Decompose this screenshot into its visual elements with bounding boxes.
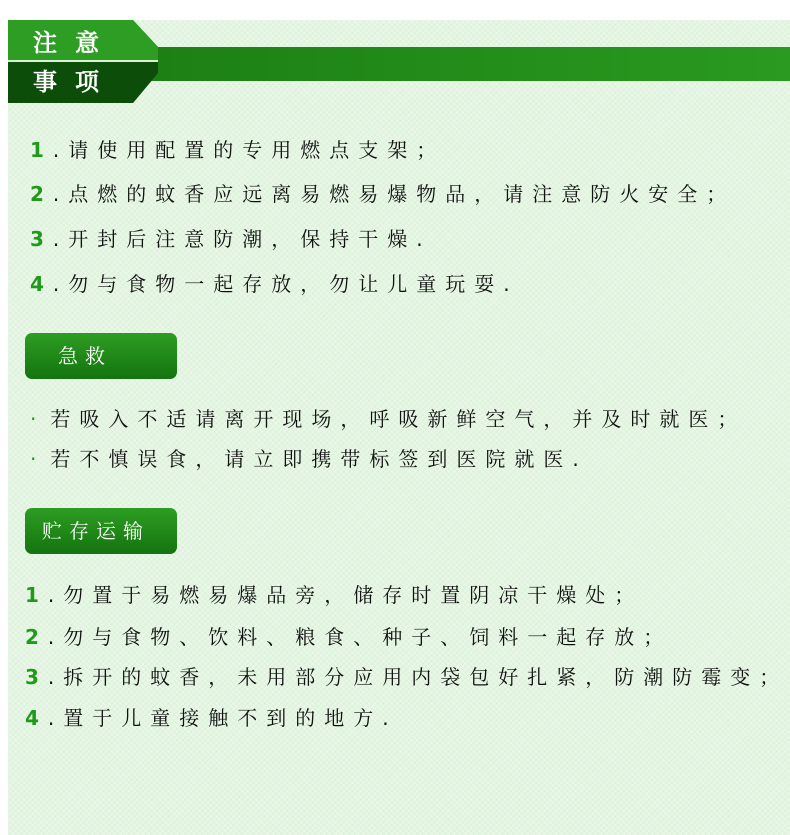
storage-text: .勿与食物、饮料、粮食、种子、饲料一起存放； <box>47 625 673 649</box>
storage-number: 1 <box>25 583 48 607</box>
note-number: 1 <box>30 138 53 162</box>
storage-item-4 <box>25 708 398 728</box>
storage-number: 3 <box>25 665 48 689</box>
note-item-4 <box>30 274 519 294</box>
header-title-line1: 注意 <box>33 29 117 57</box>
note-item-1 <box>30 140 445 160</box>
note-text: .请使用配置的专用燃点支架； <box>52 138 446 162</box>
storage-item-2 <box>25 627 672 647</box>
first-aid-item-2 <box>30 449 588 469</box>
note-number: 3 <box>30 227 53 251</box>
bullet-dot: · <box>30 407 37 431</box>
storage-text: .勿置于易燃易爆品旁，储存时置阴凉干燥处； <box>47 583 644 607</box>
header-title-line2: 事项 <box>33 68 117 96</box>
first-aid-item-1 <box>30 409 746 429</box>
note-text: .点燃的蚊香应远离易燃易爆物品，请注意防火安全； <box>52 182 736 206</box>
storage-section-title: 贮存运输 <box>25 508 177 554</box>
header-bar <box>132 47 790 81</box>
storage-text: .置于儿童接触不到的地方. <box>47 706 398 730</box>
storage-item-1 <box>25 585 643 605</box>
first-aid-text: 若不慎误食，请立即携带标签到医院就医. <box>50 447 588 471</box>
storage-item-3 <box>25 667 788 687</box>
note-item-2 <box>30 184 735 204</box>
storage-text: .拆开的蚊香，未用部分应用内袋包好扎紧，防潮防霉变； <box>47 665 789 689</box>
note-text: .开封后注意防潮，保持干燥. <box>52 227 432 251</box>
note-text: .勿与食物一起存放，勿让儿童玩耍. <box>52 272 519 296</box>
first-aid-section-title: 急救 <box>25 333 177 379</box>
note-number: 4 <box>30 272 53 296</box>
bullet-dot: · <box>30 447 37 471</box>
note-item-3 <box>30 229 432 249</box>
note-number: 2 <box>30 182 53 206</box>
first-aid-text: 若吸入不适请离开现场，呼吸新鲜空气，并及时就医； <box>50 407 747 431</box>
storage-number: 2 <box>25 625 48 649</box>
storage-number: 4 <box>25 706 48 730</box>
